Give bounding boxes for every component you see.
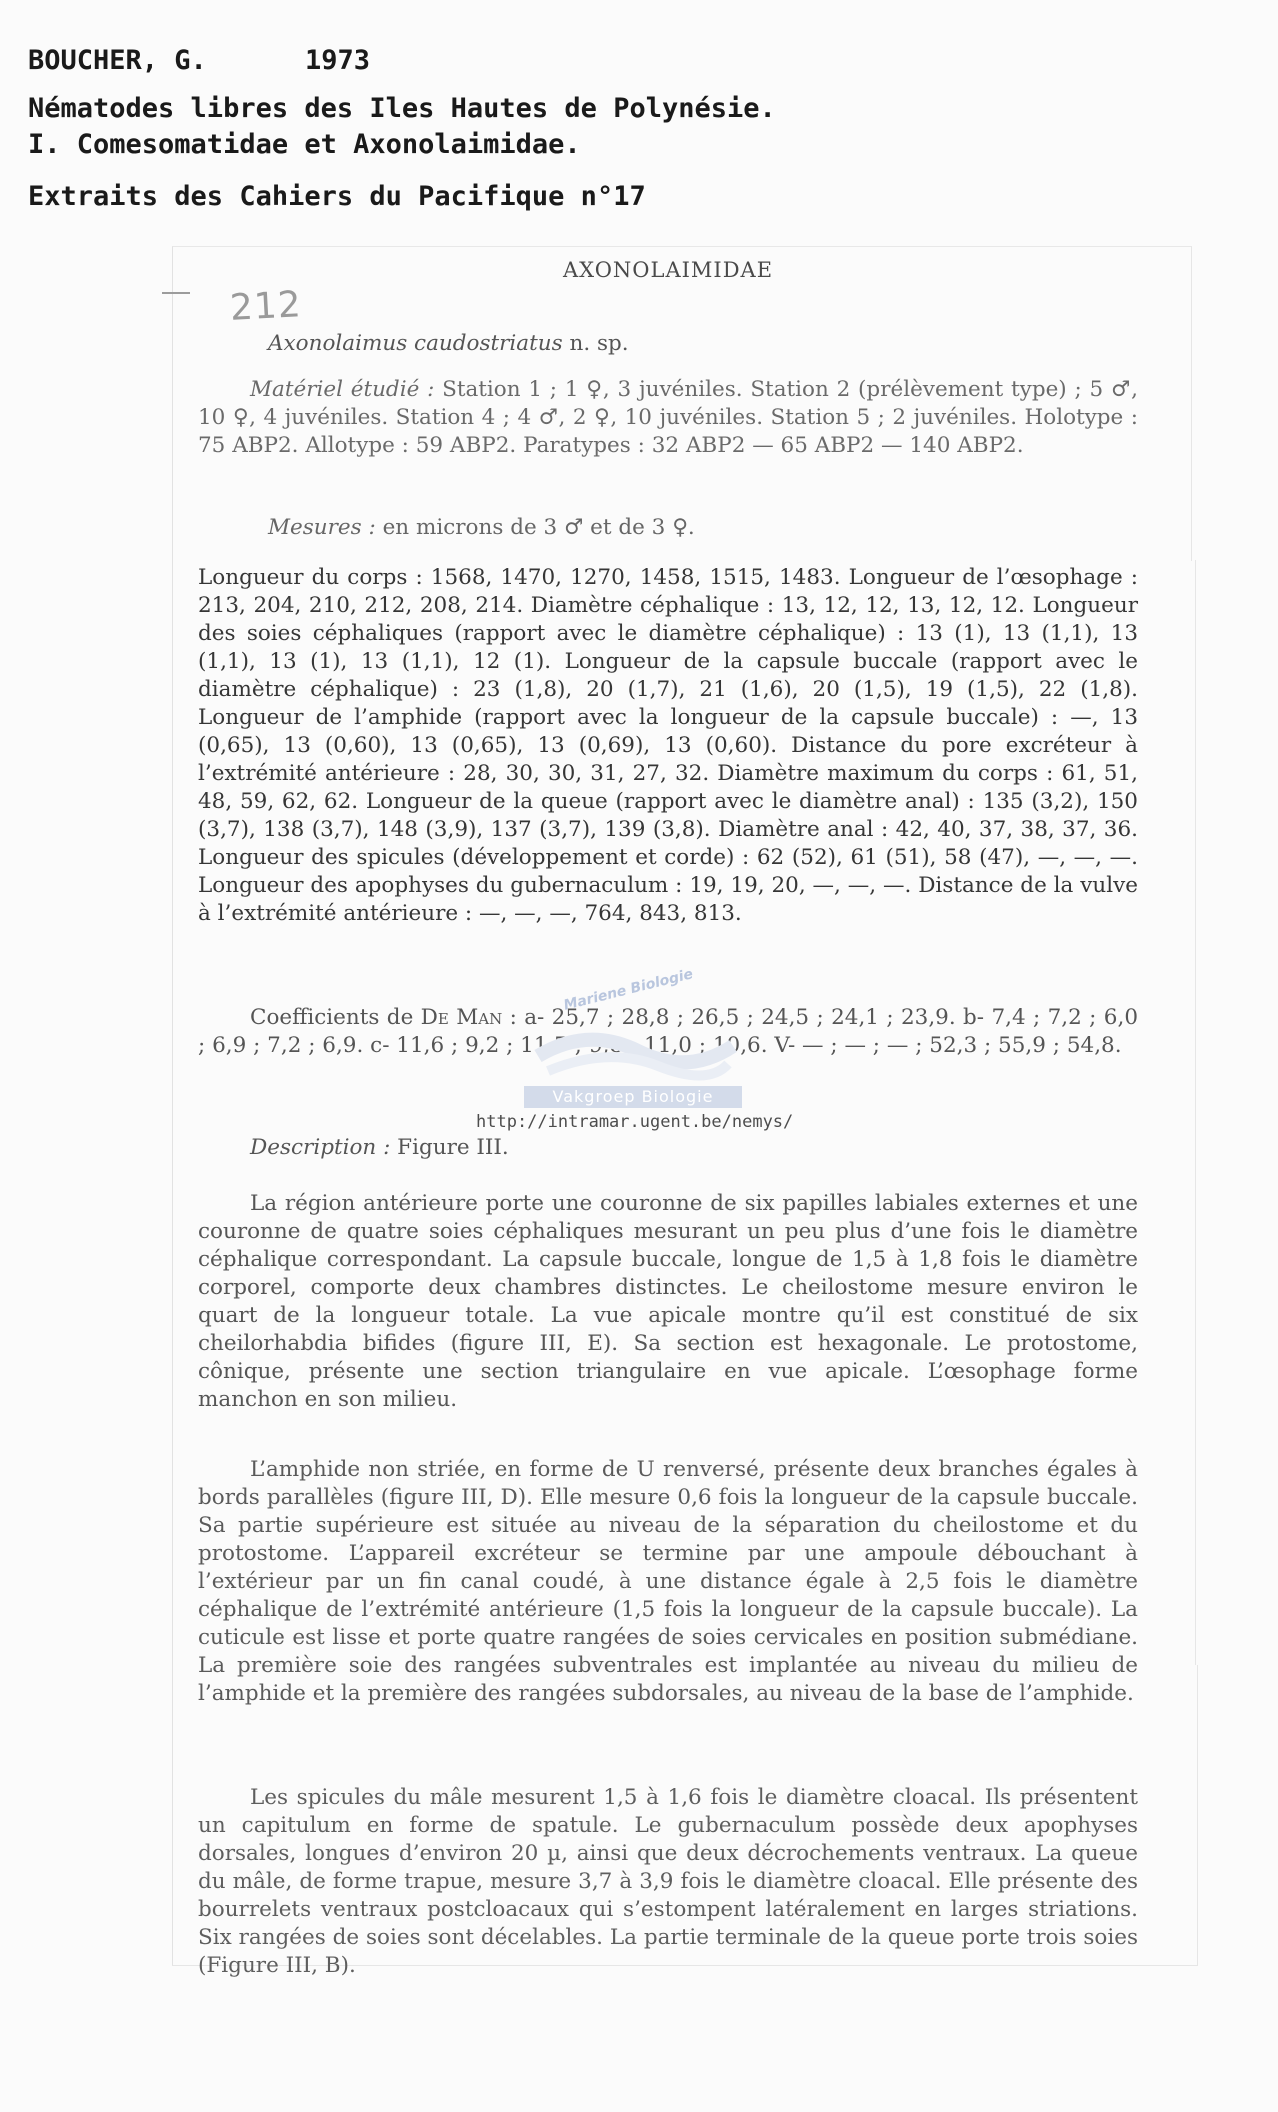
description-text: Figure III. (390, 1135, 509, 1160)
watermark-band: Vakgroep Biologie (524, 1086, 742, 1108)
species-name: Axonolaimus caudostriatus (268, 331, 563, 356)
paragraph-text: L’amphide non striée, en forme de U renversé, présente deux branches égales à bords parallèles (figure III, D). Elle mesure 0,6 fois la longueur de la capsule buccale. Sa partie supérieure est située au niveau de la séparation du cheilostome et du protostome. L’appareil excréteur se termine par une ampoule débouchant à l’extérieur par un fin canal coudé, à une distance égale à 2,5 fois le diamètre céphalique de l’extrémité antérieure (1,5 fois la longueur de la capsule buccale). La cuticule est lisse et porte quatre rangées de soies cervicales en position submédiane. La première soie des rangées subventrales est implantée au niveau du milieu de l’amphide et la première des rangées subdorsales, au niveau de la base de l’amphide. (198, 1457, 1138, 1706)
pencil-dash (162, 292, 190, 294)
measurements-text: Longueur du corps : 1568, 1470, 1270, 1458, 1515, 1483. Longueur de l’œsophage : 213, 204, 210, 212, 208, 214. Diamètre céphalique : 13, 12, 12, 13, 12, 12. Longueur des soies céphaliques (rapport avec le diamètre céphalique) : 13 (1), 13 (1,1), 13 (1,1), 13 (1), 13 (1,1), 12 (1). Longueur de la capsule buccale (rapport avec le diamètre céphalique) : 23 (1,8), 20 (1,7), 21 (1,6), 20 (1,5), 19 (1,5), 22 (1,8). Longueur de l’amphide (rapport avec la longueur de la capsule buccale) : —, 13 (0,65), 13 (0,60), 13 (0,65), 13 (0,69), 13 (0,60). Distance du pore excréteur à l’extrémité antérieure : 28, 30, 30, 31, 27, 32. Diamètre maximum du corps : 61, 51, 48, 59, 62, 62. Longueur de la queue (rapport avec le diamètre anal) : 135 (3,2), 150 (3,7), 138 (3,7), 148 (3,9), 137 (3,7), 139 (3,8). Diamètre anal : 42, 40, 37, 38, 37, 36. Longueur des spicules (développement et corde) : 62 (52), 61 (51), 58 (47), —, —, —. Longueur des apophyses du gubernaculum : 19, 19, 20, —, —, —. Distance de la vulve à l’extrémité antérieure : —, —, —, 764, 843, 813. (198, 565, 1138, 926)
materiel-paragraph (198, 376, 1138, 460)
watermark-url: http://intramar.ugent.be/nemys/ (476, 1112, 794, 1132)
description-label: Description : (250, 1135, 391, 1160)
title-line-1: Nématodes libres des Iles Hautes de Polynésie. (28, 93, 776, 124)
watermark-top-text: Mariene Biologie (562, 966, 695, 1014)
title-line-2: I. Comesomatidae et Axonolaimidae. (28, 129, 581, 160)
source-line: Extraits des Cahiers du Pacifique n°17 (28, 181, 646, 212)
coefficients-prefix: Coefficients de (250, 1005, 421, 1030)
year: 1973 (305, 45, 371, 76)
paragraph-text: Les spicules du mâle mesurent 1,5 à 1,6 fois le diamètre cloacal. Ils présentent un capitulum en forme de spatule. Le gubernaculum possède deux apophyses dorsales, longues d’environ 20 µ, ainsi que deux décrochements ventraux. La queue du mâle, de forme trapue, mesure 3,7 à 3,9 fois le diamètre cloacal. Elle présente des bourrelets ventraux postcloacaux qui s’estompent latéralement en larges striations. Six rangées de soies sont décelables. La partie terminale de la queue porte trois soies (Figure III, B). (198, 1785, 1138, 1978)
description-line (198, 1134, 1138, 1162)
author: BOUCHER, G. (28, 45, 207, 76)
description-paragraph-1 (198, 1190, 1138, 1414)
species-suffix: n. sp. (562, 331, 629, 356)
mesures-label: Mesures : (268, 515, 376, 540)
family-heading: AXONOLAIMIDAE (562, 258, 774, 282)
coefficients-author: De Man (420, 1005, 503, 1030)
species-line (198, 330, 1138, 358)
mesures-line (198, 514, 1138, 542)
description-paragraph-3 (198, 1784, 1138, 1980)
coefficients-text: : a- 25,7 ; 28,8 ; 26,5 ; 24,5 ; 24,1 ; 23,9. b- 7,4 ; 7,2 ; 6,0 ; 6,9 ; 7,2 ; 6,9. c- 11,6 ; 9,2 ; 11,7 ; 9,8 ; 11,0 ; 10,6. V- — ; — ; — ; 52,3 ; 55,9 ; 54,8. (198, 1005, 1138, 1058)
materiel-label: Matériel étudié : (250, 377, 435, 402)
paragraph-text: La région antérieure porte une couronne de six papilles labiales externes et une couronne de quatre soies céphaliques mesurant un peu plus d’une fois le diamètre céphalique correspondant. La capsule buccale, longue de 1,5 à 1,8 fois le diamètre corporel, comporte deux chambres distinctes. Le cheilostome mesure environ le quart de la longueur totale. La vue apicale montre qu’il est constitué de six cheilorhabdia bifides (figure III, E). Sa section est hexagonale. Le protostome, cônique, présente une section triangulaire en vue apicale. L’œsophage forme manchon en son milieu. (198, 1191, 1138, 1412)
pencil-note: 212 (228, 284, 303, 329)
materiel-text: Station 1 ; 1 ♀, 3 juvéniles. Station 2 (prélèvement type) ; 5 ♂, 10 ♀, 4 juvéniles. Station 4 ; 4 ♂, 2 ♀, 10 juvéniles. Station 5 ; 2 juvéniles. Holotype : 75 ABP2. Allotype : 59 ABP2. Paratypes : 32 ABP2 — 65 ABP2 — 140 ABP2. (198, 377, 1138, 458)
measurements-paragraph (198, 564, 1138, 928)
watermark-logo-icon (528, 1016, 738, 1086)
description-paragraph-2 (198, 1456, 1138, 1708)
mesures-text: en microns de 3 ♂ et de 3 ♀. (375, 515, 695, 540)
